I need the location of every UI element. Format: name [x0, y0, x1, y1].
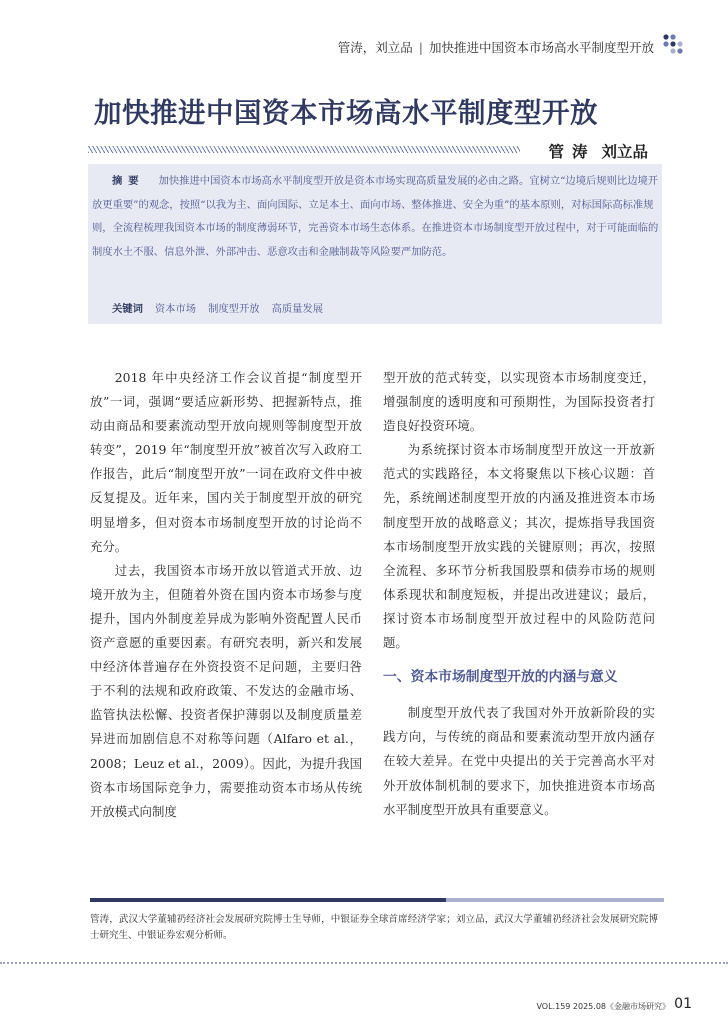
body-paragraph: 为系统探讨资本市场制度型开放这一开放新范式的实践路径，本文将聚焦以下核心议题：首先，系统阐述制度型开放的内涵及推进资本市场制度型开放的战略意义；其次，提炼指导我国资本市场制度型开放实践的关键原则；再次，按照全流程、多环节分析我国股票和债券市场的规则体系现状和制度短板，并提出改进建议；最后，探讨资本市场制度型开放过程中的风险防范问题。 — [383, 442, 655, 651]
footer-journal: VOL.159 2025.08《金融市场研究》 — [536, 1002, 670, 1011]
byline-author-1: 管涛 — [548, 143, 596, 161]
header-separator: | — [418, 40, 423, 55]
page-number: 01 — [674, 996, 692, 1012]
section-heading: 一、资本市场制度型开放的内涵与意义 — [383, 669, 618, 686]
footer-dotted-rule — [0, 962, 728, 964]
footnote-rule — [90, 898, 664, 902]
author-footnote: 管涛，武汉大学董辅礽经济社会发展研究院博士生导师，中银证券全球首席经济学家；刘立品，武汉大学董辅礽经济社会发展研究院博士研究生、中银证券宏观分析师。 — [90, 914, 658, 941]
abstract-text: 加快推进中国资本市场高水平制度型开放是资本市场实现高质量发展的必由之路。宜树立“边境后规则比边境开放更重要”的观念，按照“以我为主、面向国际、立足本土、面向市场、整体推进、安全为重”的基本原则，对标国际高标准规则，全流程梳理我国资本市场的制度薄弱环节，完善资本市场生态体系。在推进资本市场制度型开放过程中，对于可能面临的制度水土不服、信息外泄、外部冲击、恶意攻击和金融制裁等风险要严加防范。 — [92, 175, 659, 258]
body-column-right — [383, 366, 655, 822]
body-column-left — [90, 366, 362, 824]
body-paragraph: 过去，我国资本市场开放以管道式开放、边境开放为主，但随着外资在国内资本市场参与度提升，国内外制度差异成为影响外资配置人民币资产意愿的重要因素。有研究表明，新兴和发展中经济体普遍存在外资投资不足问题，主要归咎于不利的法规和政府政策、不发达的金融市场、监管执法松懈、投资者保护薄弱以及制度质量差异进而加剧信息不对称等问题（Alfaro et al.，2008；Leuz et al.，2009）。因此，为提升我国资本市场国际竞争力，需要推动资本市场从传统开放模式向制度 — [90, 562, 362, 819]
header-running-title: 加快推进中国资本市场高水平制度型开放 — [428, 40, 654, 55]
body-paragraph: 制度型开放代表了我国对外开放新阶段的实践方向，与传统的商品和要素流动型开放内涵存在较大差异。在党中央提出的关于完善高水平对外开放体制机制的要求下，加快推进资本市场高水平制度型开放具有重要意义。 — [383, 705, 655, 817]
byline-author-2: 刘立品 — [601, 143, 648, 161]
header-authors: 管涛，刘立品 — [337, 40, 413, 55]
keyword-item: 高质量发展 — [271, 303, 324, 315]
running-header — [338, 38, 654, 56]
keyword-item: 制度型开放 — [208, 303, 260, 315]
dots-cluster-icon — [662, 33, 684, 55]
keywords — [112, 300, 335, 315]
body-paragraph-continued: 型开放的范式转变，以实现资本市场制度变迁，增强制度的透明度和可预期性，为国际投资者打造良好投资环境。 — [383, 370, 655, 434]
body-paragraph: 2018 年中央经济工作会议首提“制度型开放”一词，强调“要适应新形势、把握新特点，推动由商品和要素流动型开放向规则等制度型开放转变”，2019 年“制度型开放”被首次写入政府工作报告，此后“制度型开放”一词在政府文件中被反复提及。近年来，国内关于制度型开放的研究明显增多，但对资本市场制度型开放的讨论尚不充分。 — [90, 370, 362, 554]
byline — [548, 140, 648, 162]
article-title: 加快推进中国资本市场高水平制度型开放 — [94, 97, 598, 129]
keywords-label: 关键词 — [112, 303, 143, 315]
keyword-item: 资本市场 — [154, 303, 197, 315]
abstract — [92, 170, 660, 264]
abstract-label: 摘要 — [112, 175, 145, 187]
title-hatch-rule — [88, 146, 520, 153]
